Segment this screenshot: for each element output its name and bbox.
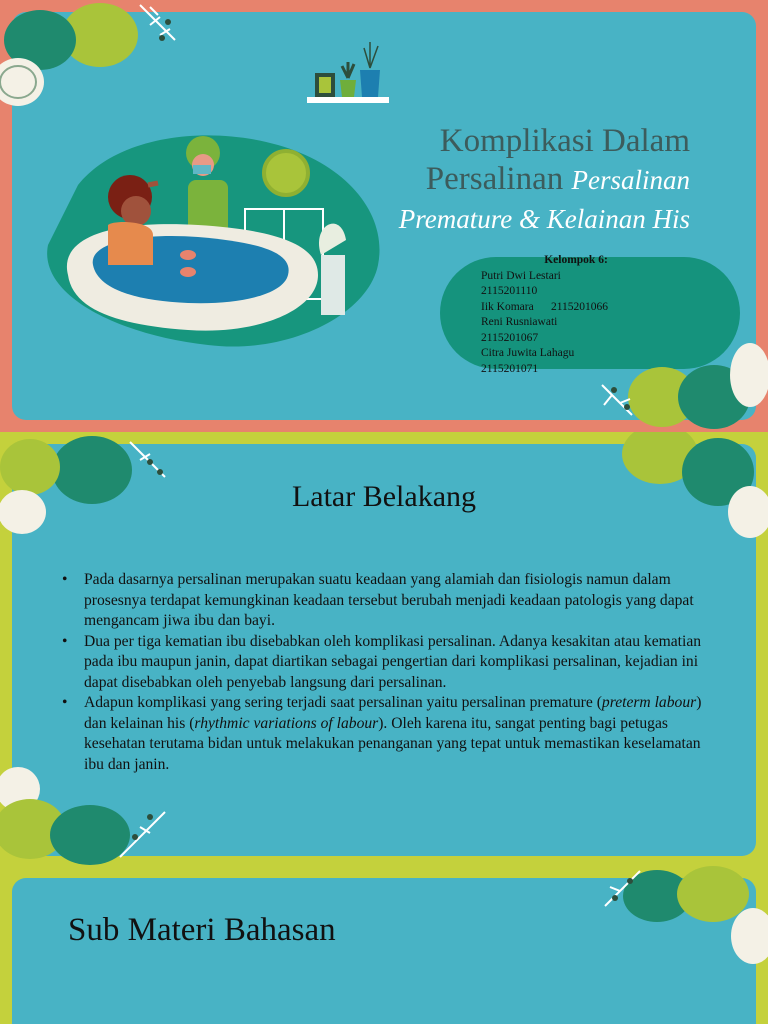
member-line: Citra Juwita Lahagu [481, 347, 575, 359]
member-line: 2115201067 [481, 331, 539, 344]
shelf-plants-icon [305, 40, 395, 110]
title-subtitle: Persalinan Premature & Kelainan His [398, 165, 690, 234]
bullet-item: • Pada dasarnya persalinan merupakan suatu keadaan yang alamiah dan fisiologis namun dalam prosesnya terdapat kemungkinan keadaan tersebut berubah menjadi keadaan patologis yang dapat mengancam jiwa ibu dan bayi. [62, 570, 722, 632]
member-line: Iik Komara 2115201066 [481, 300, 609, 313]
section-heading: Sub Materi Bahasan [68, 912, 336, 948]
bullet-item: • Dua per tiga kematian ibu disebabkan oleh komplikasi persalinan. Adanya kesakitan atau kematian pada ibu maupun janin, dapat diartikan sebagai pengertian dari komplikasi persalinan, kejadian ini dapat disebabkan oleh penyebab langsung dari persalinan. [62, 632, 722, 694]
bullet-item: • Adapun komplikasi yang sering terjadi saat persalinan yaitu persalinan premature (preterm labour) dan kelainan his (rhythmic variations of labour). Oleh karena itu, sangat penting bagi petugas kesehatan terutama bidan untuk melakukan penanganan yang tepat untuk memastikan keselamatan ibu dan janin. [62, 693, 722, 775]
member-line: 2115201071 [481, 362, 539, 375]
member-line: Putri Dwi Lestari [481, 269, 561, 282]
member-line: 2115201110 [481, 285, 538, 297]
member-line: Reni Rusniawati [481, 316, 558, 328]
leaf-decoration-icon [595, 866, 768, 966]
bullet-list [62, 570, 722, 775]
section-heading: Latar Belakang [291, 480, 477, 513]
presentation-title [330, 122, 690, 238]
leaf-decoration-icon [0, 0, 200, 110]
title-main: Komplikasi Dalam Persalinan [425, 123, 690, 197]
group-heading: Kelompok 6: [544, 254, 608, 266]
leaf-decoration-icon [592, 335, 768, 432]
slide-title [0, 0, 768, 432]
leaf-decoration-icon [0, 767, 180, 866]
